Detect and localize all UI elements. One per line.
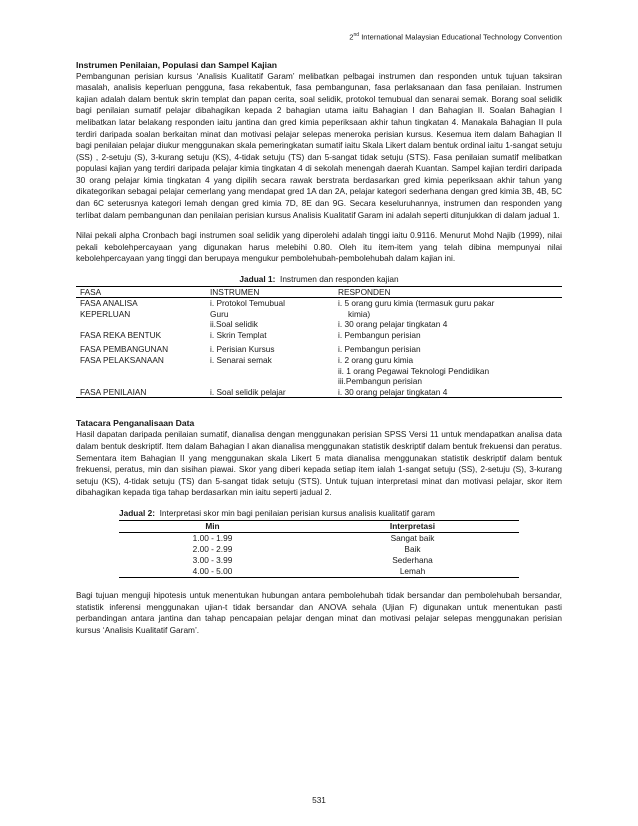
cell-line: Guru <box>210 308 229 319</box>
cell-instrumen <box>206 298 334 330</box>
cell-min: 2.00 - 2.99 <box>192 543 233 554</box>
cell-responden <box>334 298 562 330</box>
table-row <box>119 566 519 578</box>
header-fasa: FASA <box>80 287 102 298</box>
cell-instrumen: i. Perisian Kursus <box>210 344 275 355</box>
cell-line: ii.Soal selidik <box>210 319 258 330</box>
running-header <box>76 32 562 42</box>
section3-para1: Bagi tujuan menguji hipotesis untuk menentukan hubungan antara pembolehubah tidak bersandar dan pembolehubah bersandar, statistik inferensi menggunakan ujian-t tidak bersandar dan ANOVA sehala (Ujian F) digunakan untuk menentukan pasti perbandingan antara jantina dan tahap pencapaian pelajar dengan minat dan motivasi pelajar selepas menggunakan perisian kursus ‘Analisis Kualitatif Garam’. <box>76 589 562 635</box>
document-page <box>76 32 562 645</box>
cell-fasa <box>76 298 206 330</box>
table-row <box>76 330 562 341</box>
table-row <box>76 387 562 398</box>
cell-line: iii.Pembangun perisian <box>338 376 422 387</box>
cell-min: 3.00 - 3.99 <box>192 554 233 565</box>
cell-line: kimia) <box>348 308 371 319</box>
cell-instrumen: i. Senarai semak <box>210 355 272 365</box>
cell-line: i. Protokol Temubual <box>210 298 286 309</box>
table-row <box>76 340 562 355</box>
section2-title: Tatacara Penganalisaan Data <box>76 418 195 429</box>
cell-line: i. 5 orang guru kimia (termasuk guru pakar <box>338 298 495 309</box>
header-interpretasi: Interpretasi <box>306 520 519 532</box>
table2-caption-text: Interpretasi skor min bagi penilaian perisian kursus analisis kualitatif garam <box>159 507 435 518</box>
table1-caption-label: Jadual 1: <box>239 274 276 285</box>
cell-interpretasi: Baik <box>404 543 421 554</box>
cell-instrumen: i. Skrin Templat <box>210 329 267 340</box>
cell-fasa: FASA PENILAIAN <box>80 386 147 397</box>
cell-instrumen: i. Soal selidik pelajar <box>210 386 286 397</box>
section1-para2: Nilai pekali alpha Cronbach bagi instrumen soal selidik yang diperolehi adalah tinggi iaitu 0.9116. Menurut Mohd Najib (1999), nilai pekali kebolehpercayaan yang digunakan harus melebihi 0.80. Oleh itu item-item yang telah dibina mempunyai nilai kebolehpercayaan yang tinggi dan berupaya mengukur pembolehubah-pembolehubah dalam kajian ini. <box>76 230 562 264</box>
table-header-row <box>119 520 519 532</box>
table-row <box>119 555 519 566</box>
table1-caption-text: Instrumen dan responden kajian <box>280 274 399 285</box>
header-suffix: International Malaysian Educational Technology Convention <box>359 32 562 42</box>
cell-line: i. 30 orang pelajar tingkatan 4 <box>338 319 448 330</box>
table-row <box>76 355 562 387</box>
cell-interpretasi: Sangat baik <box>390 532 435 543</box>
section1-title: Instrumen Penilaian, Populasi dan Sampel Kajian <box>76 59 278 70</box>
header-responden: RESPONDEN <box>338 287 391 298</box>
header-instrumen: INSTRUMEN <box>210 287 260 298</box>
cell-line: ii. 1 orang Pegawai Teknologi Pendidikan <box>338 365 490 376</box>
cell-min: 4.00 - 5.00 <box>119 566 306 578</box>
table-row <box>119 544 519 555</box>
cell-min: 1.00 - 1.99 <box>192 532 233 543</box>
cell-fasa: FASA REKA BENTUK <box>80 329 162 340</box>
cell-responden <box>334 355 562 387</box>
cell-line: KEPERLUAN <box>80 308 131 319</box>
cell-fasa: FASA PELAKSANAAN <box>80 355 164 365</box>
table2-caption-label: Jadual 2: <box>119 507 155 518</box>
table-header-row <box>76 287 562 298</box>
cell-responden: i. Pembangun perisian <box>338 344 421 355</box>
header-min: Min <box>119 520 306 532</box>
section2-para1: Hasil dapatan daripada penilaian sumatif, dianalisa dengan menggunakan perisian SPSS Versi 11 untuk mendapatkan analisa data dalam bentuk deskriptif. Item dalam Bahagian I akan dianalisa menggunakan statistik deskriptif dalam bentuk frekuensi dan peratus. Sementara item Bahagian II yang menggunakan skala Likert 5 mata dianalisa menggunakan statistik deskriptif dalam bentuk frekuensi, peratus, min dan sisihan piawai. Skor yang diberi kepada setiap item ialah 1-sangat setuju (SS), 2-setuju (S), 3-kurang setuju (KS), 4-tidak setuju (TS) dan 5-sangat tidak setuju (STS). Untuk tujuan interpretasi minat dan motivasi pelajar, skor item dibahagikan kepada tiga tahap berdasarkan min iaitu seperti jadual 2. <box>76 429 562 498</box>
cell-interpretasi: Sederhana <box>392 554 433 565</box>
table1-caption <box>76 274 562 284</box>
section1-para1: Pembangunan perisian kursus ‘Analisis Kualitatif Garam’ melibatkan pelbagai instrumen dan responden untuk tujuan taksiran masalah, analisis keperluan pengguna, fasa rekabentuk, fasa pembangunan, fasa perlaksanaan dan fasa penilaian. Instrumen kajian adalah dalam bentuk skrin templat dan papan cerita, soal selidik, protokol temubual dan senarai semak. Borang soal selidik bagi penilaian sumatif pelajar dibahagikan kepada 2 bahagian utama iaitu Bahagian I dan Bahagian II. Soalan Bahagian I melibatkan latar belakang responden iaitu jantina dan gred kimia peperiksaan akhir tahun tingkatan 4. Manakala Bahagian II pula terdiri daripada soalan berkaitan minat dan motivasi pelajar selepas meneroka perisian kursus. Kesemua item dalam Bahagian II bagi penilaian pelajar diukur menggunakan skala pemeringkatan sumatif iaitu Skala Likert dalam bentuk ordinal iaitu 1-sangat setuju (SS) , 2-setuju (S), 3-kurang setuju (KS), 4-tidak setuju (TS) dan 5-sangat tidak setuju (STS). Fasa penilaian sumatif melibatkan populasi kajian yang terdiri daripada pelajar kimia tingkatan 4 di sekolah menengah daerah Kuantan. Sampel kajian terdiri daripada 30 orang pelajar kimia tingkatan 4 yang dipilih secara rawak berstrata berdasarkan gred kimia peperiksaan akhir tahun yang dikategorikan sebagai pelajar cemerlang yang mendapat gred 1A dan 2A, pelajar kategori sederhana dengan gred kimia 3B, 4B, 5C dan 6C seterusnya kategori lemah dengan gred kimia 7D, 8E dan 9G. Secara keseluruhannya, instrumen dan responden yang terlibat dalam pembangunan dan penilaian perisian kursus Analisis Kualitatif Garam ini adalah seperti ditunjukkan di dalam jadual 1. <box>76 70 562 220</box>
table-row <box>119 532 519 544</box>
instrument-table <box>76 286 562 398</box>
table-row <box>76 298 562 330</box>
cell-responden: i. Pembangun perisian <box>338 329 421 340</box>
header-prefix: 2 <box>349 32 354 42</box>
cell-line: i. 2 orang guru kimia <box>338 355 414 365</box>
cell-fasa: FASA PEMBANGUNAN <box>80 344 169 355</box>
page-number: 531 <box>312 795 326 805</box>
table2-caption <box>119 508 562 518</box>
header-sup: nd <box>353 32 360 38</box>
cell-line: FASA ANALISA <box>80 298 138 309</box>
cell-interpretasi: Lemah <box>306 566 519 578</box>
interpretation-table <box>119 520 519 578</box>
cell-responden: i. 30 orang pelajar tingkatan 4 <box>338 386 448 397</box>
